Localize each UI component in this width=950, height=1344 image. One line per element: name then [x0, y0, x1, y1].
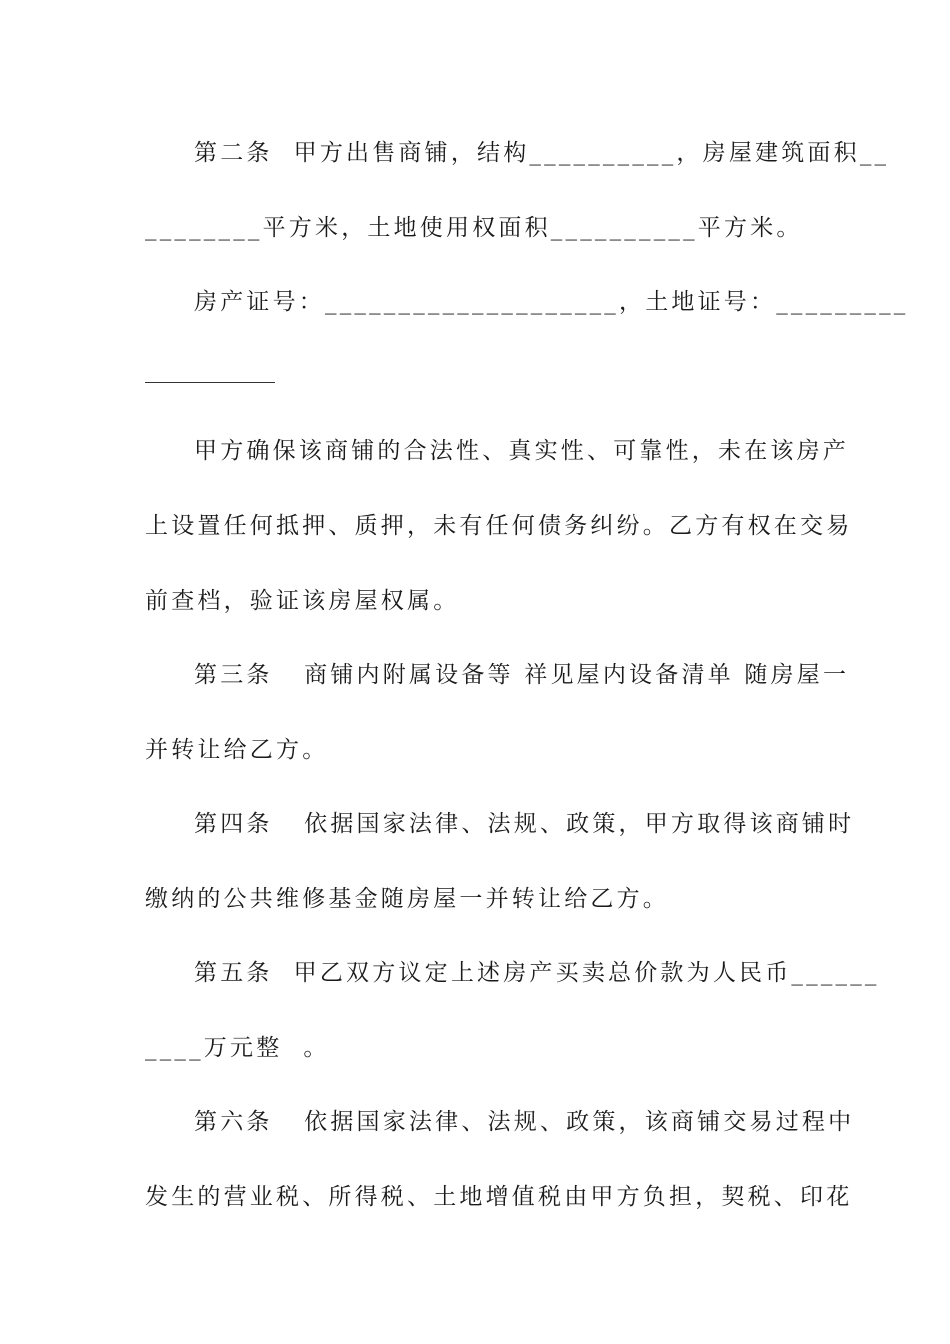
clause-5-line-2: ____万元整 。	[145, 1035, 330, 1061]
clause-3-line-2: 并转让给乙方。	[145, 737, 329, 763]
clause-4-line-2: 缴纳的公共维修基金随房屋一并转让给乙方。	[145, 886, 669, 912]
certificate-numbers-line: 房产证号：____________________，土地证号：_________	[194, 289, 909, 315]
clause-2-line-2: ________平方米，土地使用权面积__________平方米。	[145, 215, 803, 241]
clause-6-line-1: 第六条 依据国家法律、法规、政策，该商铺交易过程中	[194, 1109, 855, 1135]
clause-3-line-1: 第三条 商铺内附属设备等 祥见屋内设备清单 随房屋一	[194, 662, 850, 688]
guarantee-line-3: 前查档，验证该房屋权属。	[145, 588, 460, 614]
clause-4-line-1: 第四条 依据国家法律、法规、政策，甲方取得该商铺时	[194, 811, 855, 837]
clause-2-line-1: 第二条 甲方出售商铺，结构__________，房屋建筑面积__	[194, 140, 890, 166]
clause-5-line-1: 第五条 甲乙双方议定上述房产买卖总价款为人民币______	[194, 960, 880, 986]
guarantee-line-2: 上设置任何抵押、质押，未有任何债务纠纷。乙方有权在交易	[145, 513, 853, 539]
guarantee-line-1: 甲方确保该商铺的合法性、真实性、可靠性，未在该房产	[194, 438, 849, 464]
clause-6-line-2: 发生的营业税、所得税、土地增值税由甲方负担，契税、印花	[145, 1184, 853, 1210]
blank-underline	[145, 382, 275, 383]
